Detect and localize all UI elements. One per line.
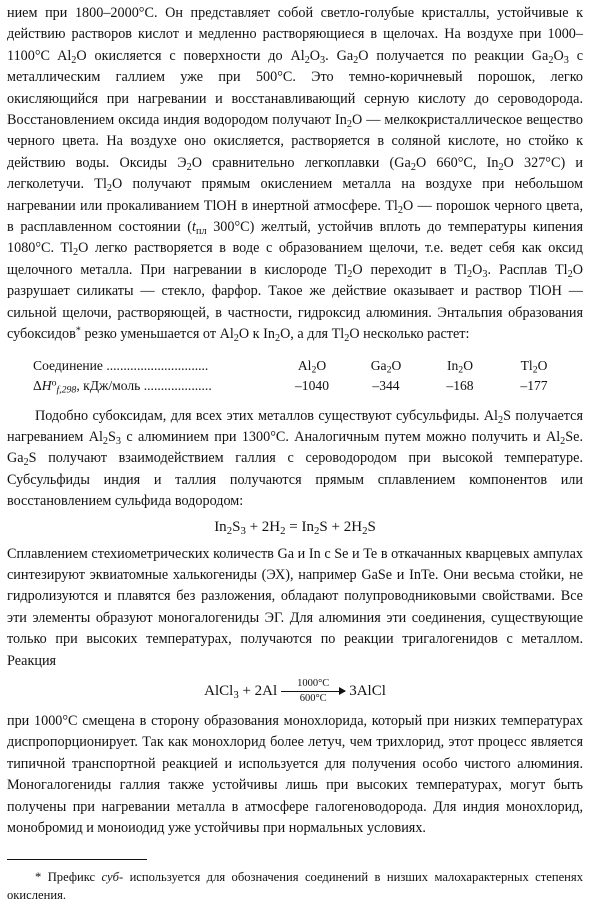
table-cell-compound: $Tl_2O$	[520, 357, 548, 376]
arrow-line	[281, 691, 345, 692]
table-cell-enthalpy: –1040	[295, 377, 329, 393]
paragraph-monohalides: при 1000°C смещена в сторону образования монохлорида, который при низких температурах диспропорционирует. Так как монохлорид более летуч, чем трихлорид, этот процесс является типичной транспортной реакцией и используется для получения особо чистого алюминия. Моногалогениды галлия также устойчивы лишь при высоких температурах, могут быть получены при нагревании металла в атмосфере галогеноводорода. Для индия монохлорид, монобромид и моноиодид уже устойчивы при нормальных условиях.	[7, 712, 583, 836]
table-cell-enthalpy: –177	[520, 377, 548, 393]
table-cell-compound: $Ga_2O$	[370, 357, 402, 376]
equation-in2s3-reduction: $In_2S_3 + 2H_2 = In_2S + 2H_2S$	[214, 518, 376, 537]
arrow-top-temperature: 1000°C	[297, 677, 330, 689]
equation-right-side: 3AlCl	[349, 682, 386, 699]
table-cell-enthalpy: –344	[372, 377, 400, 393]
equation-left-side: AlCl$_3$ + 2Al	[204, 682, 278, 701]
footnote-divider	[7, 859, 147, 860]
arrow-bottom-temperature: 600°C	[299, 692, 327, 704]
paragraph-chalcogenides: Сплавлением стехиометрических количеств Ga и In с Se и Te в откачанных кварцевых ампулах синтезируют эквиатомные халькогениды (ЭХ), например GaSe и InTe. Они весьма стойки, не гидролизуются и плавятся без разложения, обладают полупроводниковыми свойствами. Все эти элементы образуют моногалогениды ЭГ. Для алюминия эти соединения, существующие только при высоких температурах, получаются по реакции тригалогенидов с металлом. Реакция	[7, 545, 583, 669]
paragraph-subsulfides: Подобно субоксидам, для всех этих металлов существуют субсульфиды. $Al_2S$ получается нагреванием $Al_2S_3$ с алюминием при 1300°C. Аналогичным путем можно получить и $Al_2Se$. $Ga_2S$ получают взаимодействием галлия с сероводородом при высокой температуре. Субсульфиды индия и таллия получаются прямым сплавлением компонентов или восстановлением сульфида водородом:	[7, 407, 583, 510]
page	[7, 3, 583, 904]
reaction-arrow	[281, 678, 345, 705]
table-row-compounds	[33, 356, 571, 376]
table-label-enthalpy: $\Delta H^o_{f,298}$, кДж/моль ....................	[33, 377, 212, 396]
footnote: * Префикс суб- используется для обозначения соединений в низших малохарактерных степенях окисления.	[7, 870, 583, 903]
table-row-enthalpy	[33, 376, 571, 396]
equation-alcl-transport	[7, 678, 583, 705]
enthalpy-table	[33, 356, 571, 396]
paragraph-oxides: нием при 1800–2000°C. Он представляет собой светло-голубые кристаллы, устойчивые к действию растворов кислот и медленно растворяющиеся в щелочах. На воздухе при 1000–1100°C $Al_2O$ окисляется с поверхности до $Al_2O_3$. $Ga_2O$ получается по реакции $Ga_2O_3$ с металлическим галлием уже при 500°C. Это темно-коричневый порошок, легко окисляющийся при нагревании и восстанавливающий серную кислоту до сероводорода. Восстановлением оксида индия водородом получают $In_2O$ — мелкокристаллическое вещество черного цвета. На воздухе оно окисляется, растворяется в соляной кислоте, но стойко к действию воды. Оксиды $Э_2O$ сравнительно легкоплавки ($Ga_2O$ 660°C, $In_2O$ 327°C) и легколетучи. $Tl_2O$ получают прямым окислением металла на воздухе при небольшом нагревании или прокаливанием TlOH в инертной атмосфере. $Tl_2O$ — порошок черного цвета, в расплавленном состоянии ($t_{пл}$ 300°C) желтый, устойчив вплоть до температуры кипения 1080°C. $Tl_2O$ легко растворяется в воде с образованием щелочи, т.е. ведет себя как оксид щелочного металла. При нагревании в кислороде $Tl_2O$ переходит в $Tl_2O_3$. Расплав $Tl_2O$ разрушает силикаты — стекло, фарфор. Такое же действие оказывает и раствор TlOH — сильной щелочи, растворяющей, в частности, гидроксид алюминия. Энтальпия образования субоксидов* резко уменьшается от $Al_2O$ к $In_2O$, а для $Tl_2O$ несколько растет:	[7, 5, 584, 344]
table-label-compound: Соединение ..............................	[33, 357, 209, 373]
table-cell-enthalpy: –168	[446, 377, 474, 393]
table-cell-compound: $In_2O$	[446, 357, 474, 376]
table-cell-compound: $Al_2O$	[297, 357, 327, 376]
